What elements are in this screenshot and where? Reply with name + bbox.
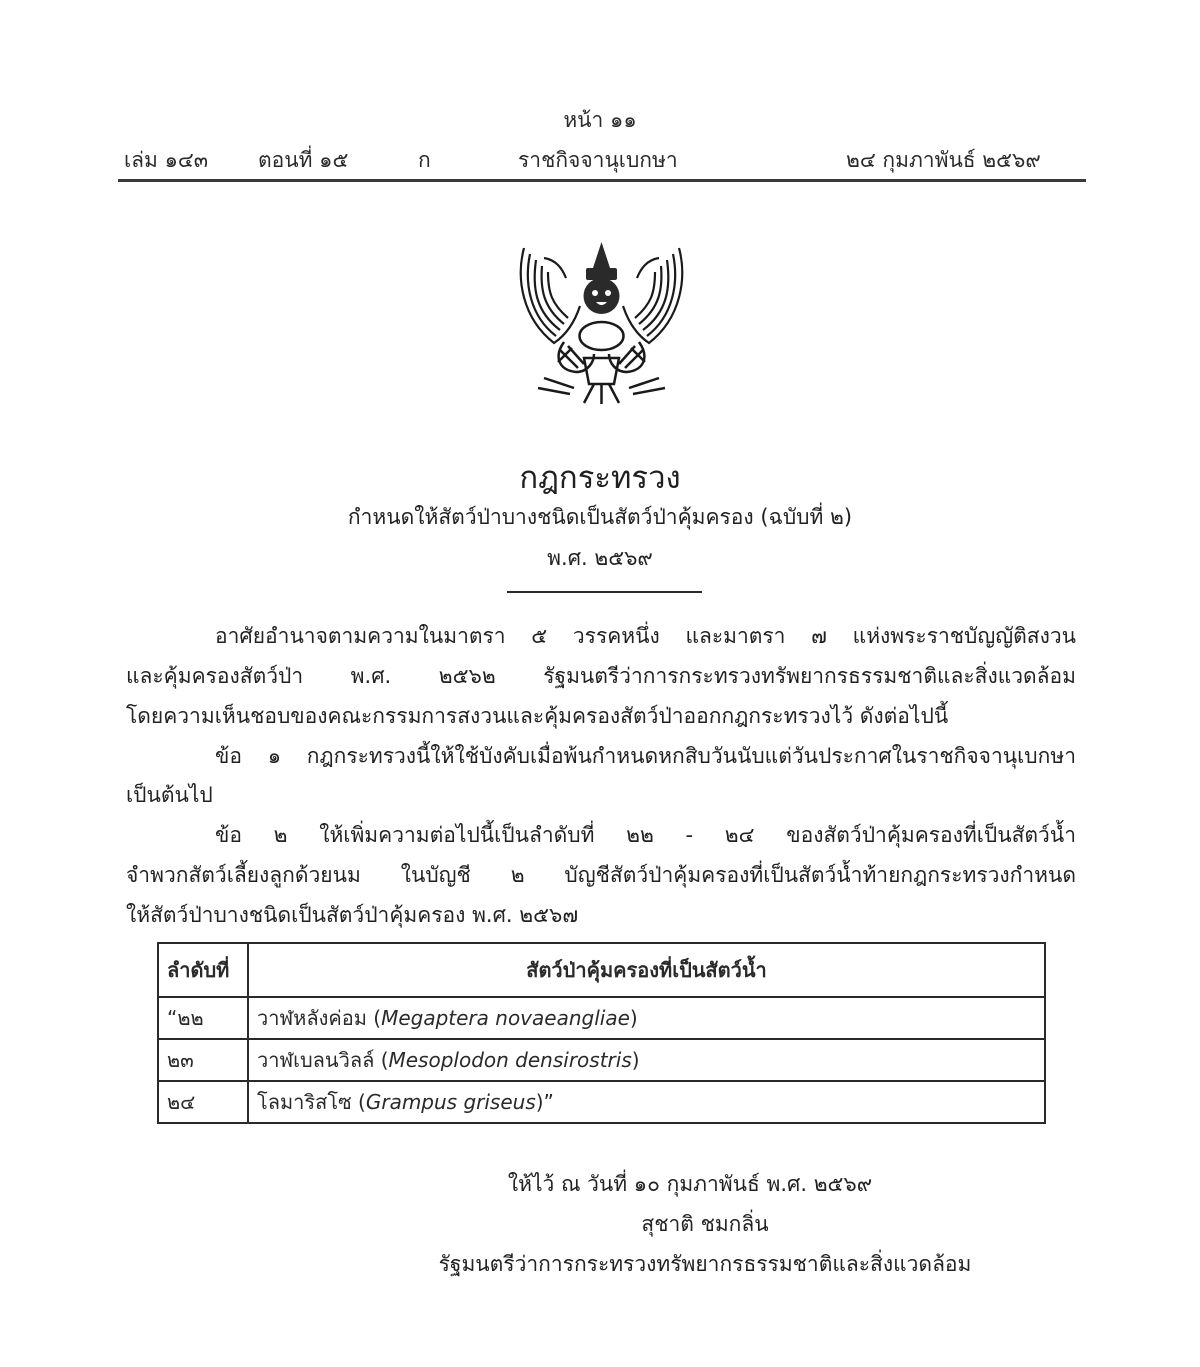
clause-1-line-2: เป็นต้นไป [126, 783, 213, 807]
row-animal [248, 1081, 1045, 1123]
document-title: กฎกระทรวง [519, 460, 681, 496]
row-animal [248, 997, 1045, 1039]
section-letter: ก [418, 148, 431, 172]
column-header-order: ลำดับที่ [158, 943, 248, 997]
table-row [158, 997, 1045, 1039]
protected-aquatic-animals-table [157, 942, 1046, 1124]
table-header-row [158, 943, 1045, 997]
row-order: “๒๒ [158, 997, 248, 1039]
table-row [158, 1081, 1045, 1123]
title-divider [507, 591, 702, 593]
column-header-animal: สัตว์ป่าคุ้มครองที่เป็นสัตว์น้ำ [248, 943, 1045, 997]
clause-2-line-3: ให้สัตว์ป่าบางชนิดเป็นสัตว์ป่าคุ้มครอง พ.ศ. ๒๕๖๗ [126, 903, 579, 927]
animal-thai-name: โลมาริสโซ ( [257, 1090, 366, 1114]
row-animal [248, 1039, 1045, 1081]
animal-scientific-name: Grampus griseus [365, 1090, 536, 1114]
animal-scientific-name: Mesoplodon densirostris [388, 1048, 632, 1072]
table-row [158, 1039, 1045, 1081]
animal-thai-name: วาฬเบลนวิลล์ ( [257, 1048, 389, 1072]
clause-2-line-2: จำพวกสัตว์เลี้ยงลูกด้วยนม ในบัญชี ๒ บัญชีสัตว์ป่าคุ้มครองที่เป็นสัตว์น้ำท้ายกฎกระทรวงกำหนด [126, 863, 1076, 887]
page-number: หน้า ๑๑ [563, 108, 637, 132]
signatory-name: สุชาติ ชมกลิ่น [641, 1212, 769, 1236]
section-number: ตอนที่ ๑๕ [258, 148, 349, 172]
animal-thai-name: วาฬหลังค่อม ( [257, 1006, 382, 1030]
animal-name-close: ) [629, 1006, 638, 1030]
preamble-line-2: และคุ้มครองสัตว์ป่า พ.ศ. ๒๕๖๒ รัฐมนตรีว่าการกระทรวงทรัพยากรธรรมชาติและสิ่งแวดล้อม [126, 664, 1076, 688]
animal-name-close: )” [535, 1090, 554, 1114]
preamble-line-3: โดยความเห็นชอบของคณะกรรมการสงวนและคุ้มครองสัตว์ป่าออกกฎกระทรวงไว้ ดังต่อไปนี้ [126, 704, 949, 728]
document-subtitle: กำหนดให้สัตว์ป่าบางชนิดเป็นสัตว์ป่าคุ้มครอง (ฉบับที่ ๒) [347, 505, 853, 529]
gazette-name: ราชกิจจานุเบกษา [518, 148, 678, 172]
animal-name-close: ) [631, 1048, 640, 1072]
animal-scientific-name: Megaptera novaeangliae [381, 1006, 630, 1030]
volume-number: เล่ม ๑๔๓ [124, 148, 209, 172]
publication-date: ๒๔ กุมภาพันธ์ ๒๕๖๙ [846, 148, 1041, 172]
header-rule [118, 179, 1086, 182]
row-order: ๒๔ [158, 1081, 248, 1123]
signatory-position: รัฐมนตรีว่าการกระทรวงทรัพยากรธรรมชาติและสิ่งแวดล้อม [438, 1252, 972, 1276]
row-order: ๒๓ [158, 1039, 248, 1081]
clause-2-line-1: ข้อ ๒ ให้เพิ่มความต่อไปนี้เป็นลำดับที่ ๒๒ - ๒๔ ของสัตว์ป่าคุ้มครองที่เป็นสัตว์น้ำ [215, 823, 1076, 847]
garuda-emblem-icon [514, 238, 689, 408]
given-date: ให้ไว้ ณ วันที่ ๑๐ กุมภาพันธ์ พ.ศ. ๒๕๖๙ [507, 1172, 873, 1196]
preamble-line-1: อาศัยอำนาจตามความในมาตรา ๕ วรรคหนึ่ง และมาตรา ๗ แห่งพระราชบัญญัติสงวน [215, 624, 1076, 648]
clause-1-line-1: ข้อ ๑ กฎกระทรวงนี้ให้ใช้บังคับเมื่อพ้นกำหนดหกสิบวันนับแต่วันประกาศในราชกิจจานุเบกษา [215, 744, 1076, 768]
document-year: พ.ศ. ๒๕๖๙ [547, 546, 653, 570]
